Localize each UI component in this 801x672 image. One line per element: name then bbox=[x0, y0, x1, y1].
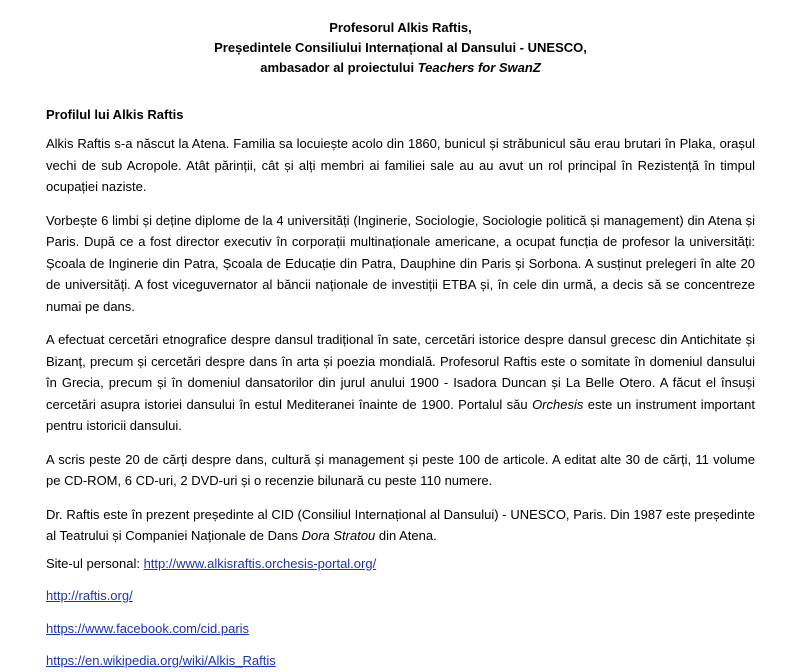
header-line-title: Președintele Consiliului Internațional al Dansului - UNESCO, bbox=[214, 40, 587, 55]
paragraph-research-text: A efectuat cercetări etnografice despre dansul tradițional în sate, cercetări istorice despre dansul grecesc din Antichitate și Bizanț, precum și cercetări despre dans în arta și poezia mondială. Profesorul Raftis este o somitate în domeniul dansului în Grecia, precum și în domeniul dansatorilor din jurul anului 1900 - Isadora Duncan și La Belle Otero. A făcut el însuși cercetări asupra istoriei dansului în estul Mediteranei înainte de 1900. Portalul său bbox=[46, 332, 755, 412]
paragraph-research-portal: Orchesis bbox=[532, 396, 584, 412]
wikipedia-link[interactable]: https://en.wikipedia.org/wiki/Alkis_Raftis bbox=[46, 653, 276, 668]
paragraph-role-company: Dora Stratou bbox=[301, 528, 376, 543]
header-project-name: Teachers for SwanZ bbox=[417, 60, 541, 75]
paragraph-role-text: Dr. Raftis este în prezent președinte al CID (Consiliul Internațional al Dansului) - UNESCO, Paris. Din 1987 este președinte al Teatrului și Companiei Naționale de Dans bbox=[46, 506, 755, 543]
facebook-link[interactable]: https://www.facebook.com/cid.paris bbox=[46, 620, 250, 636]
personal-site-link[interactable]: http://www.alkisraftis.orchesis-portal.org/ bbox=[143, 555, 377, 571]
paragraph-education: Vorbește 6 limbi și deține diplome de la 4 universități (Inginerie, Sociologie, Sociologie politică și management) din Atena și Paris. După ce a fost director executiv în corporații multinaționale americane, a ocupat funcția de profesor la universități: Școala de Inginerie din Patra, Școala de Educație din Patra, Dauphine din Paris și Sorbona. A susținut prelegeri în alte 20 de universități. A fost viceguvernator al băncii naționale de investiții ETBA și, în cele din urmă, a decis să se concentreze numai pe dans. bbox=[46, 212, 755, 314]
paragraph-publications: A scris peste 20 de cărți despre dans, cultură și management și peste 100 de articole. A editat alte 30 de cărți, 11 volume pe CD-ROM, 6 CD-uri, 2 DVD-uri și o recenzie bilunară cu peste 110 numere. bbox=[46, 451, 755, 488]
personal-site-label: Site-ul personal: bbox=[46, 555, 144, 571]
paragraph-role-end: din Atena. bbox=[375, 528, 437, 543]
facebook-link-line bbox=[46, 618, 755, 640]
header-line-ambassador bbox=[46, 58, 755, 78]
document-header bbox=[46, 18, 755, 78]
paragraph-birth: Alkis Raftis s-a născut la Atena. Familia sa locuiește acolo din 1860, bunicul și străbunicul său erau brutari în Plaka, orașul vechi de sub Acropole. Atât părinții, cât și alți membri ai familiei sale au au avut un rol principal în Rezistență în timpul ocupației naziste. bbox=[46, 136, 755, 194]
paragraph-research-end: este un instrument important pentru istoricii dansului. bbox=[46, 396, 755, 433]
paragraph-current-role bbox=[46, 504, 755, 547]
header-ambassador-prefix: ambasador al proiectului bbox=[260, 60, 418, 75]
paragraph-research bbox=[46, 329, 755, 437]
personal-site-line bbox=[46, 553, 755, 575]
wikipedia-link-line bbox=[46, 650, 755, 672]
raftis-link-line bbox=[46, 585, 755, 607]
section-title: Profilul lui Alkis Raftis bbox=[46, 107, 184, 122]
raftis-link[interactable]: http://raftis.org/ bbox=[46, 588, 133, 603]
header-line-name: Profesorul Alkis Raftis, bbox=[329, 20, 472, 35]
